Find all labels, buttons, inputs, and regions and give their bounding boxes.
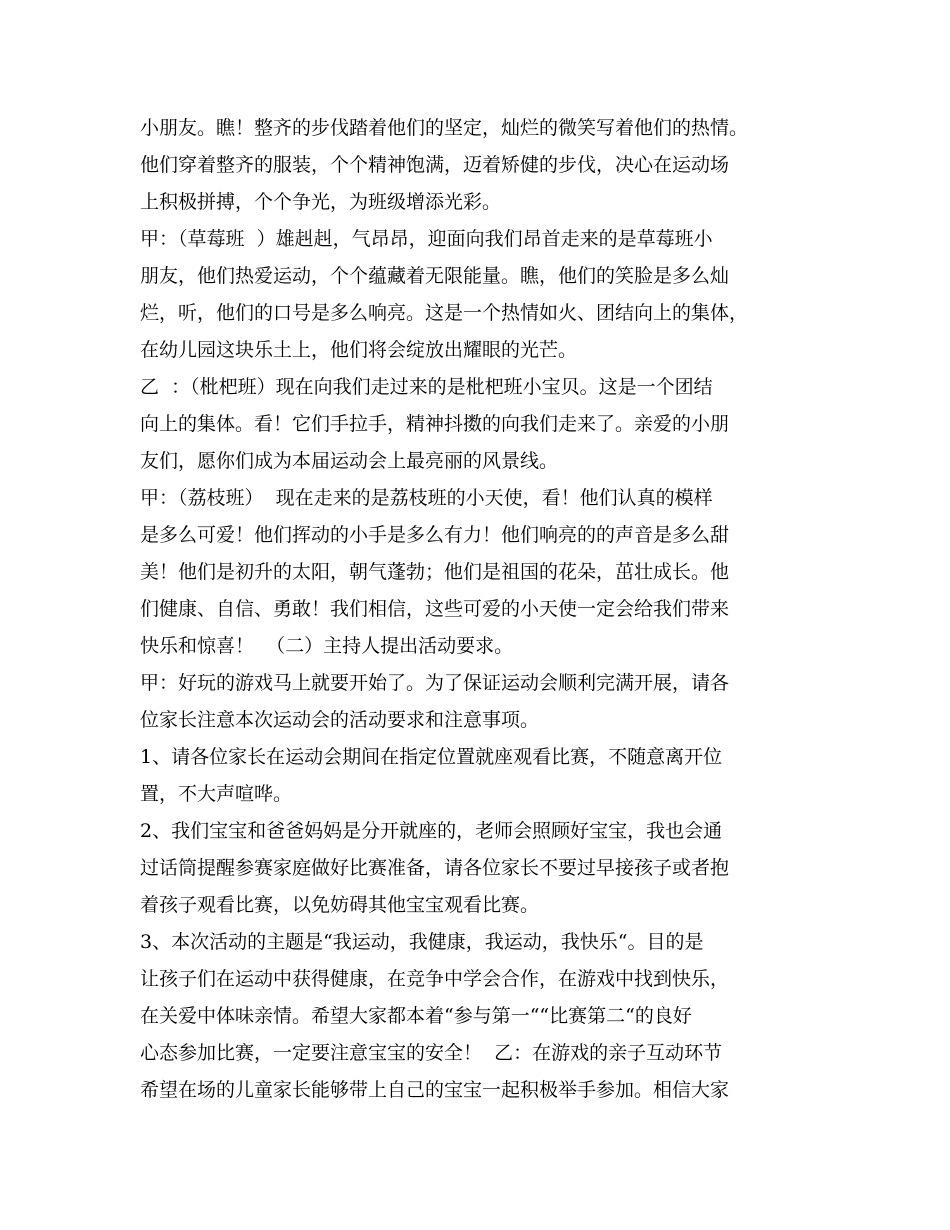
text-line: 乙 ：（枇杷班）现在向我们走过来的是枇杷班小宝贝。这是一个团结	[140, 376, 713, 398]
text-line: 希望在场的儿童家长能够带上自己的宝宝一起积极举手参加。相信大家	[140, 1079, 730, 1101]
document-body	[140, 110, 830, 1109]
text-line: 着孩子观看比赛，以免妨碍其他宝宝观看比赛。	[140, 894, 540, 916]
text-line: 甲：（草莓班 ）雄赳赳，气昂昂，迎面向我们昂首走来的是草莓班小	[140, 228, 713, 250]
text-line: 1、请各位家长在运动会期间在指定位置就座观看比赛，不随意离开位	[140, 746, 723, 768]
text-line: 甲：（荔枝班） 现在走来的是荔枝班的小天使，看！他们认真的模样	[140, 487, 713, 509]
text-line: 在关爱中体味亲情。希望大家都本着“参与第一““比赛第二“的良好	[140, 1005, 692, 1027]
text-line: 快乐和惊喜！ （二）主持人提出活动要求。	[140, 635, 514, 657]
text-line: 他们穿着整齐的服装，个个精神饱满，迈着矫健的步伐，决心在运动场	[140, 154, 730, 176]
text-line: 位家长注意本次运动会的活动要求和注意事项。	[140, 709, 540, 731]
text-line: 朋友，他们热爱运动，个个蕴藏着无限能量。瞧，他们的笑脸是多么灿	[140, 265, 730, 287]
text-line: 让孩子们在运动中获得健康，在竞争中学会合作，在游戏中找到快乐，	[140, 968, 730, 990]
text-line: 过话筒提醒参赛家庭做好比赛准备，请各位家长不要过早接孩子或者抱	[140, 857, 730, 879]
text-line: 向上的集体。看！它们手拉手，精神抖擞的向我们走来了。亲爱的小朋	[140, 413, 730, 435]
text-line: 小朋友。瞧！整齐的步伐踏着他们的坚定，灿烂的微笑写着他们的热情。	[140, 117, 749, 139]
text-line: 甲：好玩的游戏马上就要开始了。为了保证运动会顺利完满开展，请各	[140, 672, 730, 694]
text-line: 们健康、自信、勇敢！我们相信，这些可爱的小天使一定会给我们带来	[140, 598, 730, 620]
text-line: 烂，听，他们的口号是多么响亮。这是一个热情如火、团结向上的集体，	[140, 302, 749, 324]
text-line: 在幼儿园这块乐土上，他们将会绽放出耀眼的光芒。	[140, 339, 578, 361]
text-line: 置，不大声喧哗。	[140, 783, 293, 805]
text-line: 是多么可爱！他们挥动的小手是多么有力！他们响亮的的声音是多么甜	[140, 524, 730, 546]
text-line: 上积极拼搏，个个争光，为班级增添光彩。	[140, 191, 502, 213]
text-line: 美！他们是初升的太阳，朝气蓬勃；他们是祖国的花朵，茁壮成长。他	[140, 561, 730, 583]
text-line: 2、我们宝宝和爸爸妈妈是分开就座的，老师会照顾好宝宝，我也会通	[140, 820, 723, 842]
text-line: 3、本次活动的主题是“我运动，我健康，我运动，我快乐“。目的是	[140, 931, 704, 953]
text-line: 心态参加比赛，一定要注意宝宝的安全！ 乙：在游戏的亲子互动环节	[140, 1042, 723, 1064]
text-line: 友们，愿你们成为本届运动会上最亮丽的风景线。	[140, 450, 559, 472]
